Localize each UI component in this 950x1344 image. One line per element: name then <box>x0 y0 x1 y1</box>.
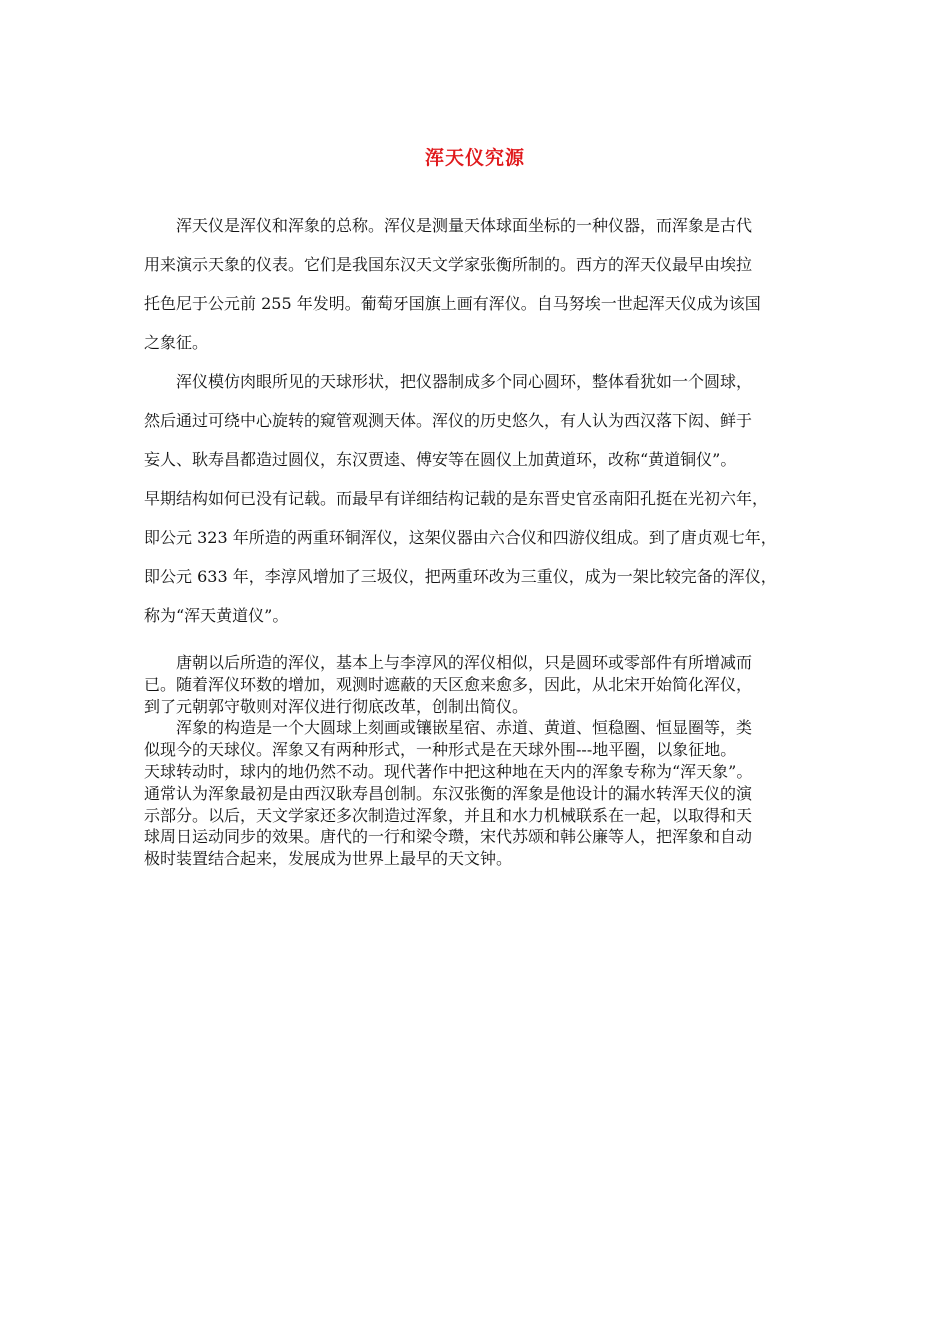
body-text-loose <box>144 206 820 635</box>
text-line: 即公元 323 年所造的两重环铜浑仪，这架仪器由六合仪和四游仪组成。到了唐贞观七年， <box>144 528 777 547</box>
text-line: 妄人、耿寿昌都造过圆仪，东汉贾逵、傅安等在圆仪上加黄道环，改称“黄道铜仪”。 <box>144 450 737 469</box>
text-line: 用来演示天象的仪表。它们是我国东汉天文学家张衡所制的。西方的浑天仪最早由埃拉 <box>144 255 753 274</box>
text-line: 似现今的天球仪。浑象又有两种形式，一种形式是在天球外围---地平圈，以象征地。 <box>144 740 737 760</box>
text-line: 唐朝以后所造的浑仪，基本上与李淳风的浑仪相似，只是圆环或零部件有所增减而 <box>176 653 753 672</box>
text-line: 到了元朝郭守敬则对浑仪进行彻底改革，创制出简仪。 <box>144 696 529 716</box>
text-line: 然后通过可绕中心旋转的窥管观测天体。浑仪的历史悠久，有人认为西汉落下闳、鲜于 <box>144 411 753 430</box>
text-line: 浑象的构造是一个大圆球上刻画或镶嵌星宿、赤道、黄道、恒稳圈、恒显圈等，类 <box>176 718 753 738</box>
text-line: 天球转动时，球内的地仍然不动。现代著作中把这种地在天内的浑象专称为“浑天象”。 <box>144 761 753 781</box>
body-text-tight <box>144 652 820 870</box>
text-line: 之象征。 <box>144 333 209 352</box>
paragraph-1 <box>144 206 820 362</box>
text-line: 通常认为浑象最初是由西汉耿寿昌创制。东汉张衡的浑象是他设计的漏水转浑天仪的演 <box>144 783 753 803</box>
document-title: 浑天仪究源 <box>424 147 525 169</box>
paragraph-2 <box>144 362 820 635</box>
text-line: 即公元 633 年，李淳风增加了三圾仪，把两重环改为三重仪，成为一架比较完备的浑仪， <box>144 567 777 586</box>
text-line: 浑仪模仿肉眼所见的天球形状，把仪器制成多个同心圆环，整体看犹如一个圆球， <box>176 372 753 391</box>
text-line: 托色尼于公元前 255 年发明。葡萄牙国旗上画有浑仪。自马努埃一世起浑天仪成为该国 <box>144 294 761 313</box>
text-line: 已。随着浑仪环数的增加，观测时遮蔽的天区愈来愈多，因此，从北宋开始简化浑仪， <box>144 674 753 694</box>
text-line: 浑天仪是浑仪和浑象的总称。浑仪是测量天体球面坐标的一种仪器，而浑象是古代 <box>176 216 753 235</box>
text-line: 称为“浑天黄道仪”。 <box>144 606 289 625</box>
paragraph-4 <box>144 717 820 870</box>
text-line: 早期结构如何已没有记载。而最早有详细结构记载的是东晋史官丞南阳孔挺在光初六年， <box>144 489 769 508</box>
paragraph-3 <box>144 652 820 717</box>
text-line: 极时装置结合起来，发展成为世界上最早的天文钟。 <box>144 849 513 869</box>
text-line: 示部分。以后，天文学家还多次制造过浑象，并且和水力机械联系在一起，以取得和天 <box>144 805 753 825</box>
text-line: 球周日运动同步的效果。唐代的一行和梁令瓒，宋代苏颂和韩公廉等人，把浑象和自动 <box>144 827 753 847</box>
